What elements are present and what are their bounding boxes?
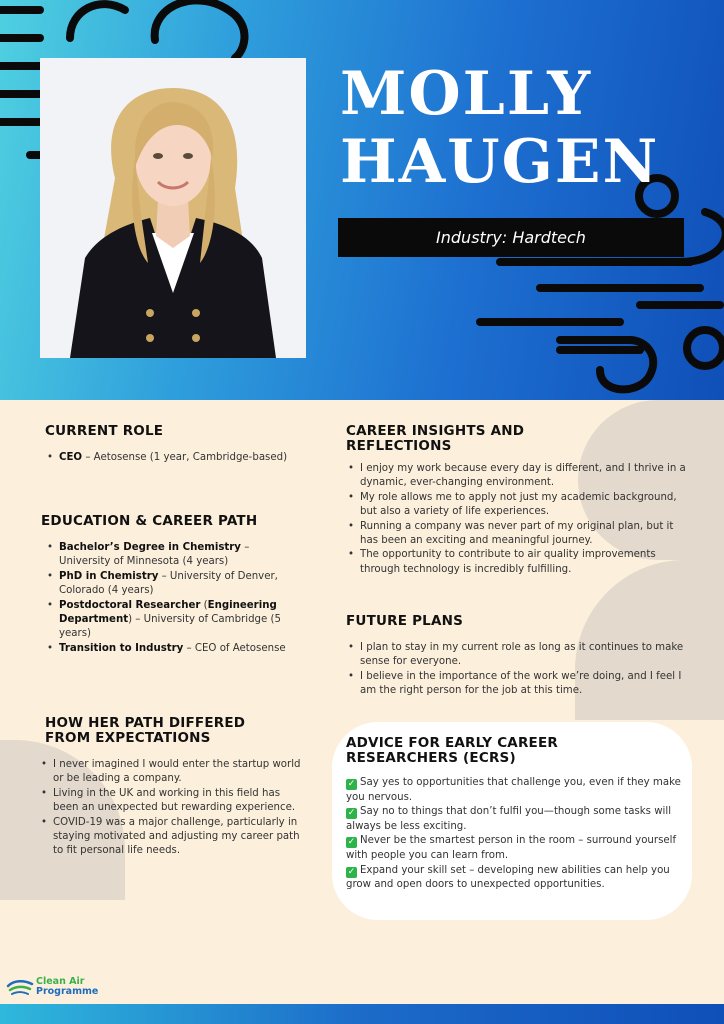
advice-item: ✓ Say no to things that don’t fulfil you—though some tasks will always be less exciting.: [346, 806, 672, 832]
list-item: • I believe in the importance of the work we’re doing, and I feel I am the right person for the job at this time.: [346, 670, 691, 699]
header-banner: [0, 0, 724, 400]
list-item: • COVID-19 was a major challenge, particularly in staying motivated and adjusting my career path to fit personal life needs.: [39, 816, 305, 859]
current-role-section: [45, 424, 290, 465]
future-plans-heading: FUTURE PLANS: [346, 613, 464, 629]
advice-heading: ADVICE FOR EARLY CAREER RESEARCHERS (ECRS): [346, 735, 558, 766]
advice-section: [346, 736, 691, 893]
list-item: • I plan to stay in my current role as long as it continues to make sense for everyone.: [346, 641, 691, 670]
path-differed-section: [45, 716, 305, 859]
education-heading: EDUCATION & CAREER PATH: [41, 513, 258, 529]
portrait-illustration: [40, 58, 306, 358]
advice-item: ✓ Expand your skill set – developing new abilities can help you grow and open doors to unexpected opportunities.: [346, 864, 670, 891]
industry-banner: Industry: Hardtech: [338, 218, 684, 257]
list-item: • PhD in Chemistry – University of Denver, Colorado (4 years): [45, 570, 296, 599]
future-plans-section: [346, 614, 691, 699]
profile-photo: [40, 58, 306, 358]
list-item: • I enjoy my work because every day is different, and I thrive in a dynamic, ever-changing environment.: [346, 462, 691, 491]
list-item: • Living in the UK and working in this field has been an unexpected but rewarding experience.: [39, 787, 305, 816]
check-icon: ✓: [347, 779, 356, 789]
list-item: • I never imagined I would enter the startup world or be leading a company.: [39, 758, 305, 787]
logo-line2: Programme: [36, 986, 99, 997]
list-item: • Bachelor’s Degree in Chemistry – University of Minnesota (4 years): [45, 541, 296, 570]
list-item: • CEO – Aetosense (1 year, Cambridge-based): [45, 451, 290, 465]
person-name: [340, 60, 659, 196]
current-role-heading: CURRENT ROLE: [45, 423, 164, 439]
education-section: [41, 514, 296, 656]
advice-item: ✓ Say yes to opportunities that challenge you, even if they make you nervous.: [346, 777, 681, 803]
list-item: • Running a company was never part of my original plan, but it has been an exciting and meaningful journey.: [346, 520, 691, 549]
last-name: HAUGEN: [340, 127, 660, 197]
check-icon: ✓: [347, 866, 356, 877]
career-insights-heading: CAREER INSIGHTS AND REFLECTIONS: [346, 423, 525, 454]
check-icon: ✓: [347, 837, 356, 848]
check-icon: ✓: [347, 808, 356, 819]
footer-bar: [0, 1004, 724, 1024]
list-item: • My role allows me to apply not just my academic background, but also a variety of life experiences.: [346, 491, 691, 520]
list-item: • Postdoctoral Researcher (Engineering Department) – University of Cambridge (5 years): [45, 599, 296, 642]
clean-air-programme-logo: [6, 976, 98, 998]
advice-item: ✓ Never be the smartest person in the room – surround yourself with people you can learn from.: [346, 835, 677, 861]
logo-line1: Clean Air: [36, 976, 85, 987]
career-insights-section: [346, 424, 691, 577]
list-item: • The opportunity to contribute to air quality improvements through technology is incredibly fulfilling.: [346, 548, 691, 577]
wind-leaf-icon: [6, 976, 36, 998]
path-differed-heading: HOW HER PATH DIFFERED FROM EXPECTATIONS: [45, 715, 246, 746]
first-name: MOLLY: [340, 59, 593, 129]
list-item: • Transition to Industry – CEO of Aetosense: [45, 642, 296, 656]
